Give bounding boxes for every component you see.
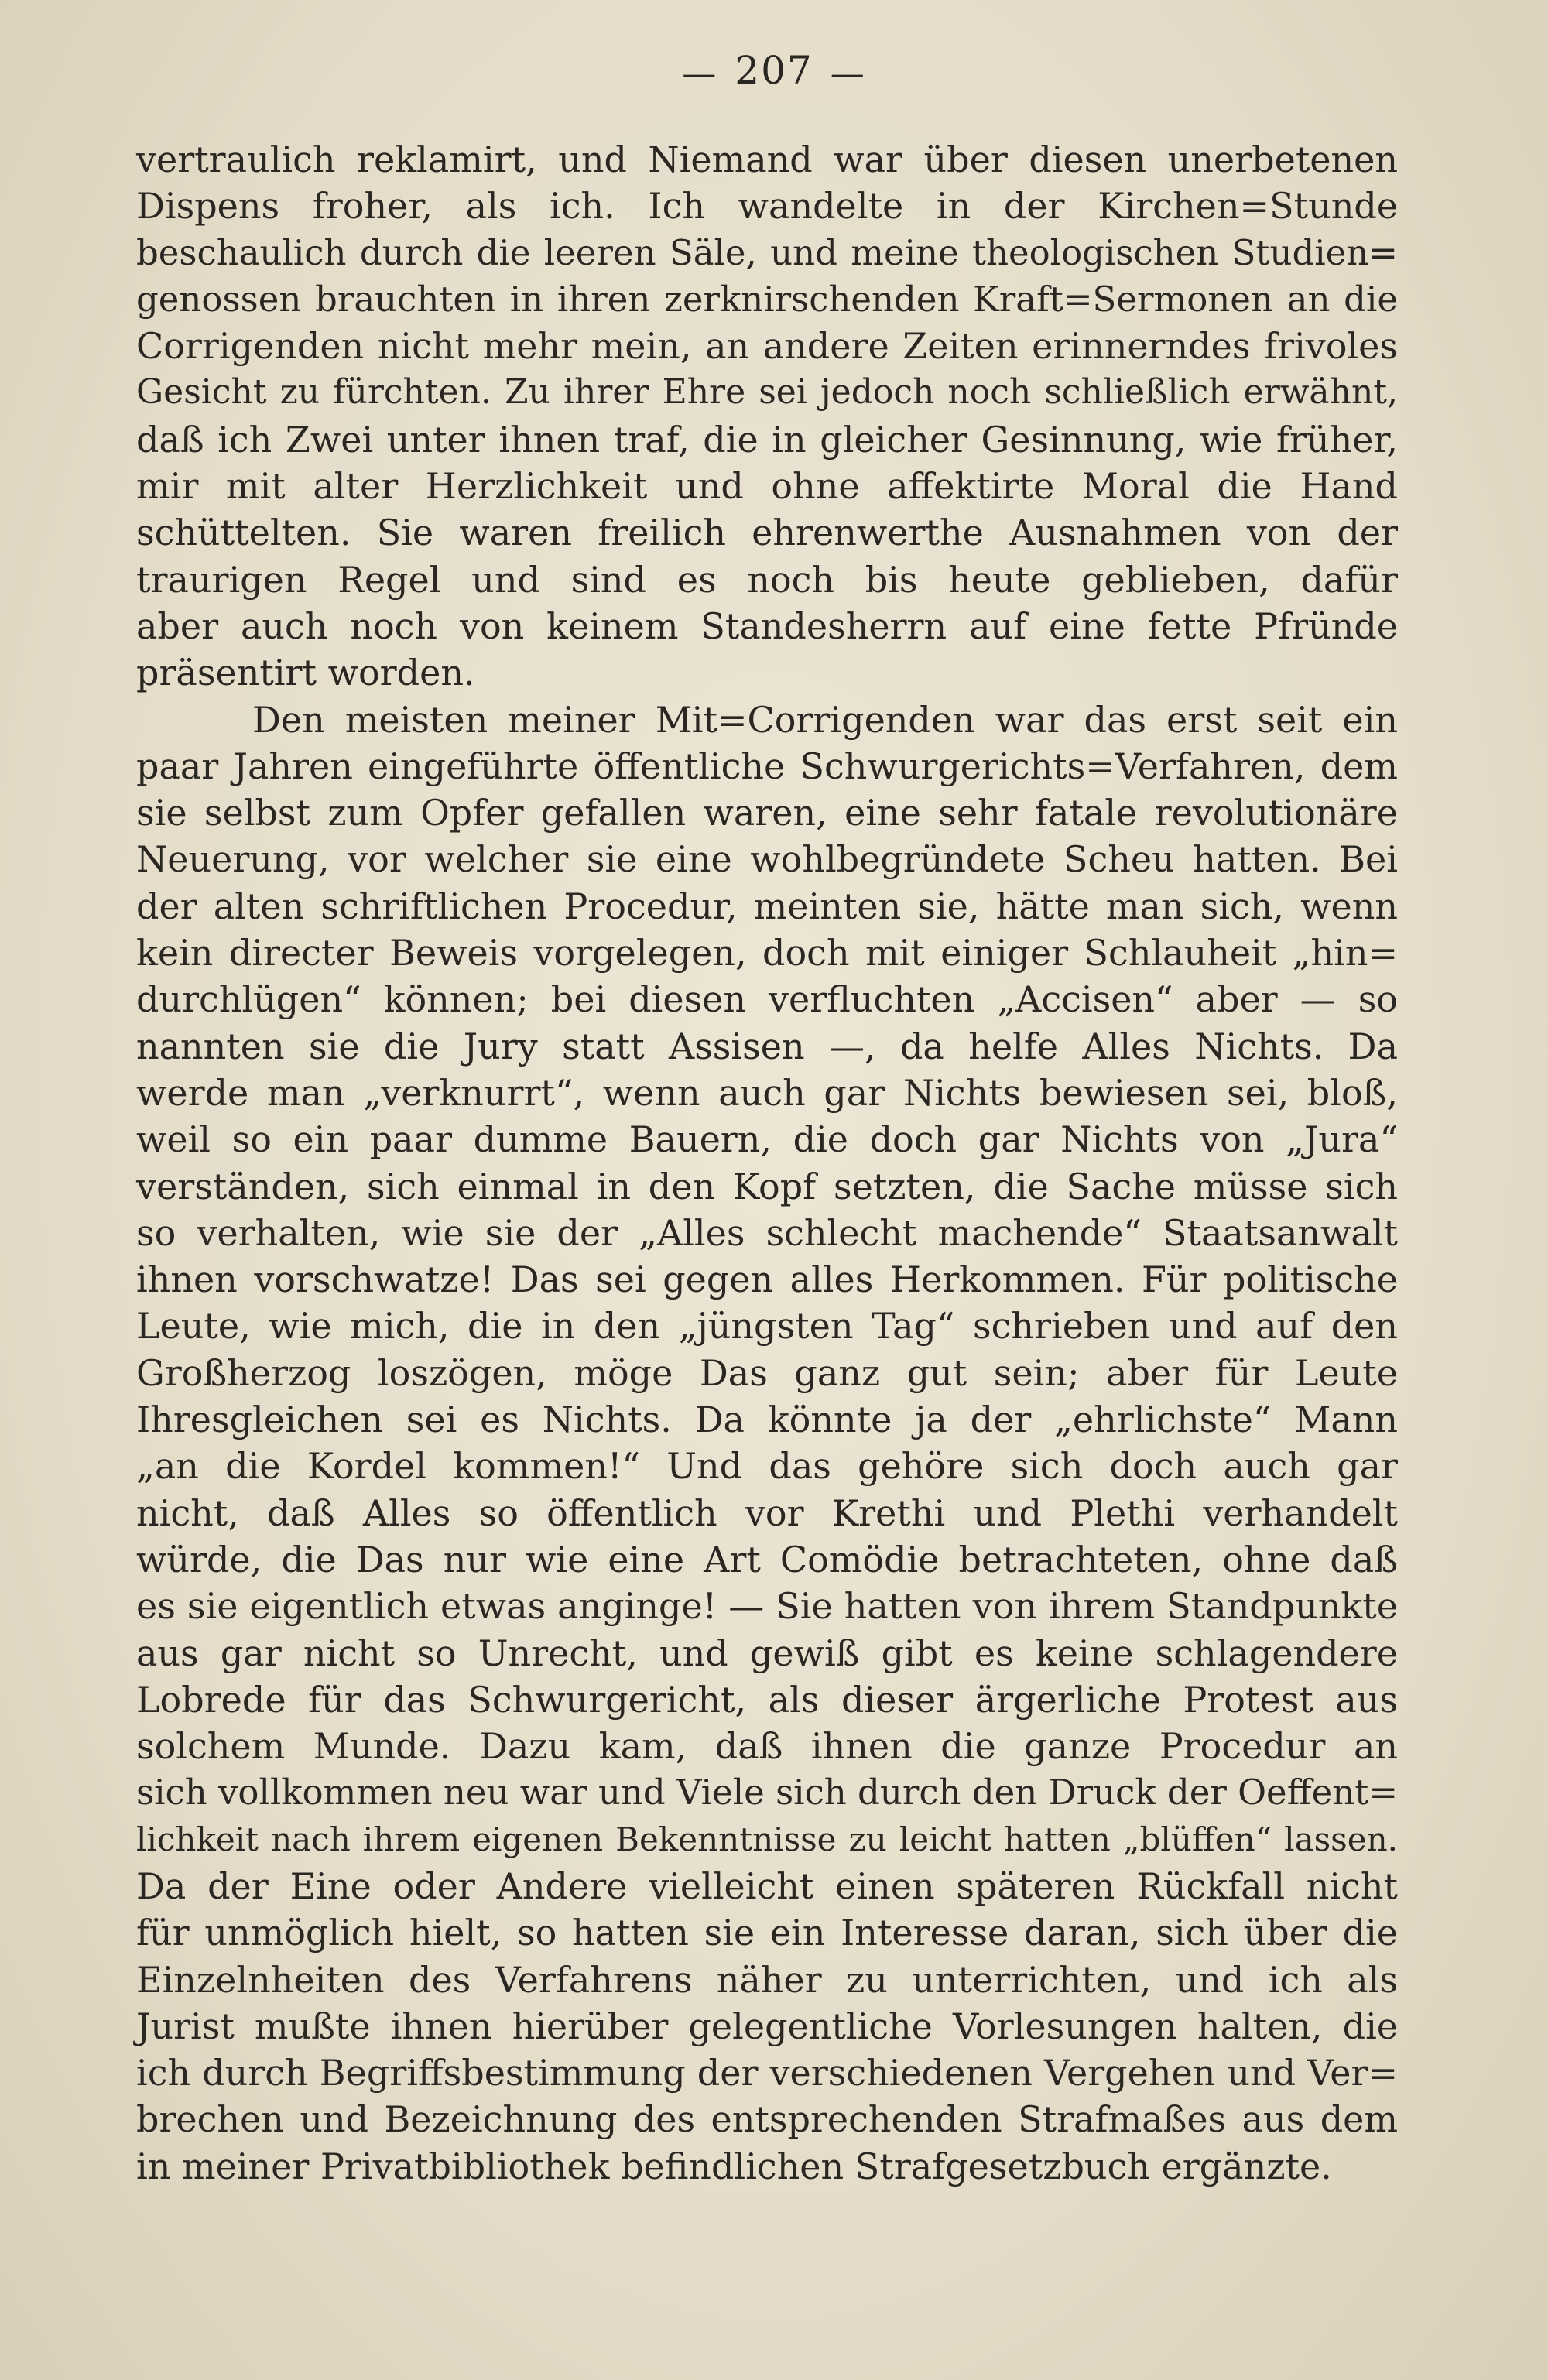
- text-line: lichkeit nach ihrem eigenen Bekenntnisse zu leicht hatten „blüffen“ lassen.: [136, 1820, 1398, 1858]
- text-line: Großherzog loszögen, möge Das ganz gut sein; aber für Leute: [136, 1351, 1398, 1394]
- text-line: aber auch noch von keinem Standesherrn auf eine fette Pfründe: [136, 604, 1398, 647]
- text-line: sie selbst zum Opfer gefallen waren, eine sehr fatale revolutionäre: [136, 792, 1398, 834]
- text-line: mir mit alter Herzlichkeit und ohne affektirte Moral die Hand: [136, 465, 1398, 508]
- text-line: „an die Kordel kommen!“ Und das gehöre sich doch auch gar: [136, 1445, 1398, 1488]
- paragraph-end-line: präsentirt worden.: [136, 652, 475, 694]
- text-line: paar Jahren eingeführte öffentliche Schwurgerichts=Verfahren, dem: [136, 745, 1398, 787]
- text-line: schüttelten. Sie waren freilich ehrenwerthe Ausnahmen von der: [136, 512, 1398, 554]
- text-line: ich durch Begriffsbestimmung der verschiedenen Vergehen und Ver=: [136, 2052, 1398, 2094]
- text-line: weil so ein paar dumme Bauern, die doch gar Nichts von „Jura“: [136, 1118, 1398, 1161]
- text-line: daß ich Zwei unter ihnen traf, die in gleicher Gesinnung, wie früher,: [136, 418, 1398, 461]
- page-number: 207: [735, 48, 813, 93]
- header-dash-left: —: [682, 53, 718, 94]
- text-line: Jurist mußte ihnen hierüber gelegentliche Vorlesungen halten, die: [136, 2005, 1398, 2047]
- page-header: [0, 48, 1548, 94]
- text-line: Ihresgleichen sei es Nichts. Da könnte ja der „ehrlichste“ Mann: [136, 1399, 1398, 1441]
- text-line: beschaulich durch die leeren Säle, und meine theologischen Studien=: [136, 231, 1398, 273]
- text-line: Neuerung, vor welcher sie eine wohlbegründete Scheu hatten. Bei: [136, 838, 1398, 881]
- text-line: Corrigenden nicht mehr mein, an andere Zeiten erinnerndes frivoles: [136, 325, 1398, 368]
- text-line: vertraulich reklamirt, und Niemand war über diesen unerbetenen: [136, 139, 1398, 180]
- text-line: so verhalten, wie sie der „Alles schlecht machende“ Staatsanwalt: [136, 1211, 1398, 1254]
- paragraph-end-line: in meiner Privatbibliothek befindlichen Strafgesetzbuch ergänzte.: [136, 2145, 1332, 2187]
- text-line: brechen und Bezeichnung des entsprechenden Strafmaßes aus dem: [136, 2098, 1398, 2141]
- text-line: Einzelnheiten des Verfahrens näher zu unterrichten, und ich als: [136, 1958, 1398, 2001]
- text-line: durchlügen“ können; bei diesen verfluchten „Accisen“ aber — so: [136, 978, 1398, 1021]
- text-line: aus gar nicht so Unrecht, und gewiß gibt es keine schlagendere: [136, 1632, 1398, 1674]
- text-line: werde man „verknurrt“, wenn auch gar Nichts bewiesen sei, bloß,: [136, 1071, 1398, 1114]
- text-line: Leute, wie mich, die in den „jüngsten Tag“ schrieben und auf den: [136, 1305, 1398, 1348]
- paragraph-start-line: Den meisten meiner Mit=Corrigenden war das erst seit ein: [252, 698, 1398, 741]
- text-line: für unmöglich hielt, so hatten sie ein Interesse daran, sich über die: [136, 1912, 1398, 1954]
- text-line: solchem Munde. Dazu kam, daß ihnen die ganze Procedur an: [136, 1725, 1398, 1768]
- text-line: Da der Eine oder Andere vielleicht einen späteren Rückfall nicht: [136, 1865, 1398, 1907]
- text-line: Dispens froher, als ich. Ich wandelte in der Kirchen=Stunde: [136, 185, 1398, 228]
- body-text: [136, 136, 1398, 2190]
- text-line: nannten sie die Jury statt Assisen —, da helfe Alles Nichts. Da: [136, 1025, 1398, 1067]
- text-line: Lobrede für das Schwurgericht, als dieser ärgerliche Protest aus: [136, 1678, 1398, 1721]
- header-dash-right: —: [830, 53, 866, 94]
- text-line: kein directer Beweis vorgelegen, doch mit einiger Schlauheit „hin=: [136, 932, 1398, 974]
- text-line: ihnen vorschwatze! Das sei gegen alles Herkommen. Für politische: [136, 1258, 1398, 1301]
- text-line: der alten schriftlichen Procedur, meinten sie, hätte man sich, wenn: [136, 885, 1398, 927]
- text-line: nicht, daß Alles so öffentlich vor Krethi und Plethi verhandelt: [136, 1491, 1398, 1534]
- text-line: sich vollkommen neu war und Viele sich durch den Druck der Oeffent=: [136, 1772, 1399, 1813]
- text-line: würde, die Das nur wie eine Art Comödie betrachteten, ohne daß: [136, 1538, 1398, 1580]
- text-line: es sie eigentlich etwas anginge! — Sie hatten von ihrem Standpunkte: [136, 1585, 1398, 1628]
- text-line: genossen brauchten in ihren zerknirschenden Kraft=Sermonen an die: [136, 278, 1398, 320]
- text-line: traurigen Regel und sind es noch bis heute geblieben, dafür: [136, 558, 1398, 601]
- text-line: verständen, sich einmal in den Kopf setzten, die Sache müsse sich: [136, 1165, 1398, 1207]
- text-line: Gesicht zu fürchten. Zu ihrer Ehre sei jedoch noch schließlich erwähnt,: [136, 372, 1398, 413]
